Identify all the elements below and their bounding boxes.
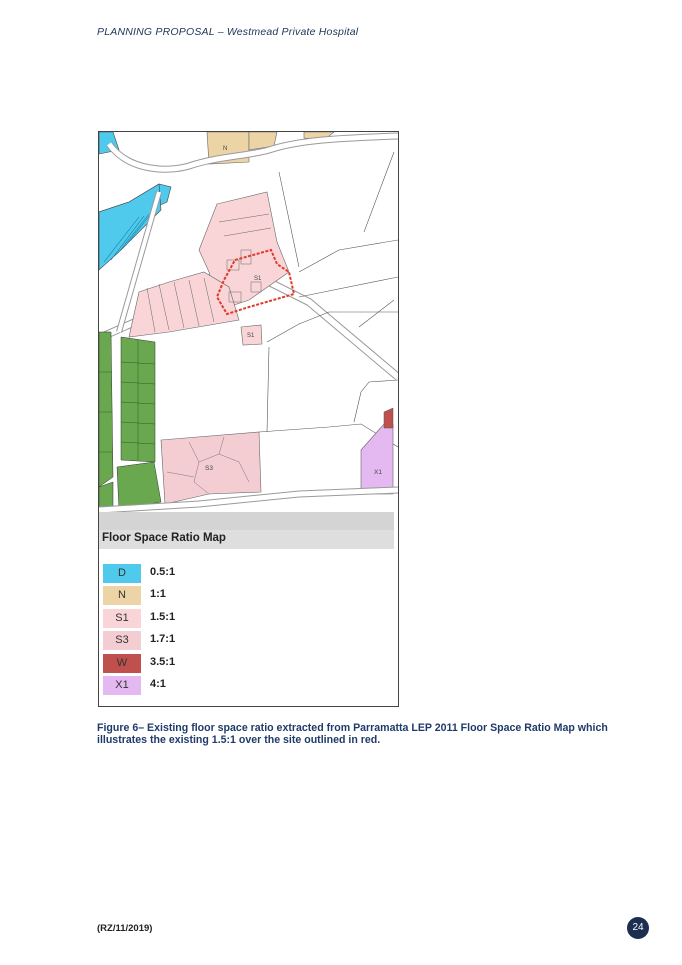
floor-space-ratio-map (99, 132, 398, 530)
label-s3: S3 (205, 465, 213, 472)
legend-ratio: 1:1 (150, 588, 166, 601)
document-header: PLANNING PROPOSAL – Westmead Private Hospital (97, 26, 359, 38)
document-reference: (RZ/11/2019) (97, 923, 153, 934)
legend-swatch: D (103, 564, 141, 583)
legend-swatch: N (103, 586, 141, 605)
legend-ratio: 3.5:1 (150, 655, 176, 668)
legend-swatch: S3 (103, 631, 141, 650)
legend-swatch: S1 (103, 609, 141, 628)
map-title: Floor Space Ratio Map (102, 532, 226, 544)
label-n: N (223, 146, 228, 152)
legend-ratio: 0.5:1 (150, 566, 176, 578)
page-number: 24 (627, 917, 649, 939)
legend-swatch: W (103, 654, 141, 673)
legend-swatch: X1 (103, 676, 141, 695)
floor-space-ratio-figure (98, 131, 399, 707)
label-s1-small: S1 (247, 333, 255, 339)
legend-ratio: 1.7:1 (150, 633, 176, 646)
figure-caption: Figure 6– Existing floor space ratio extracted from Parramatta LEP 2011 Floor Space Ratio Map which illustrates the existing 1.5:1 over the site outlined in red. (97, 722, 608, 746)
label-x1: X1 (374, 469, 382, 476)
legend-ratio: 1.5:1 (150, 610, 176, 623)
legend-ratio: 4:1 (150, 677, 166, 690)
label-s1-site: S1 (254, 276, 262, 282)
